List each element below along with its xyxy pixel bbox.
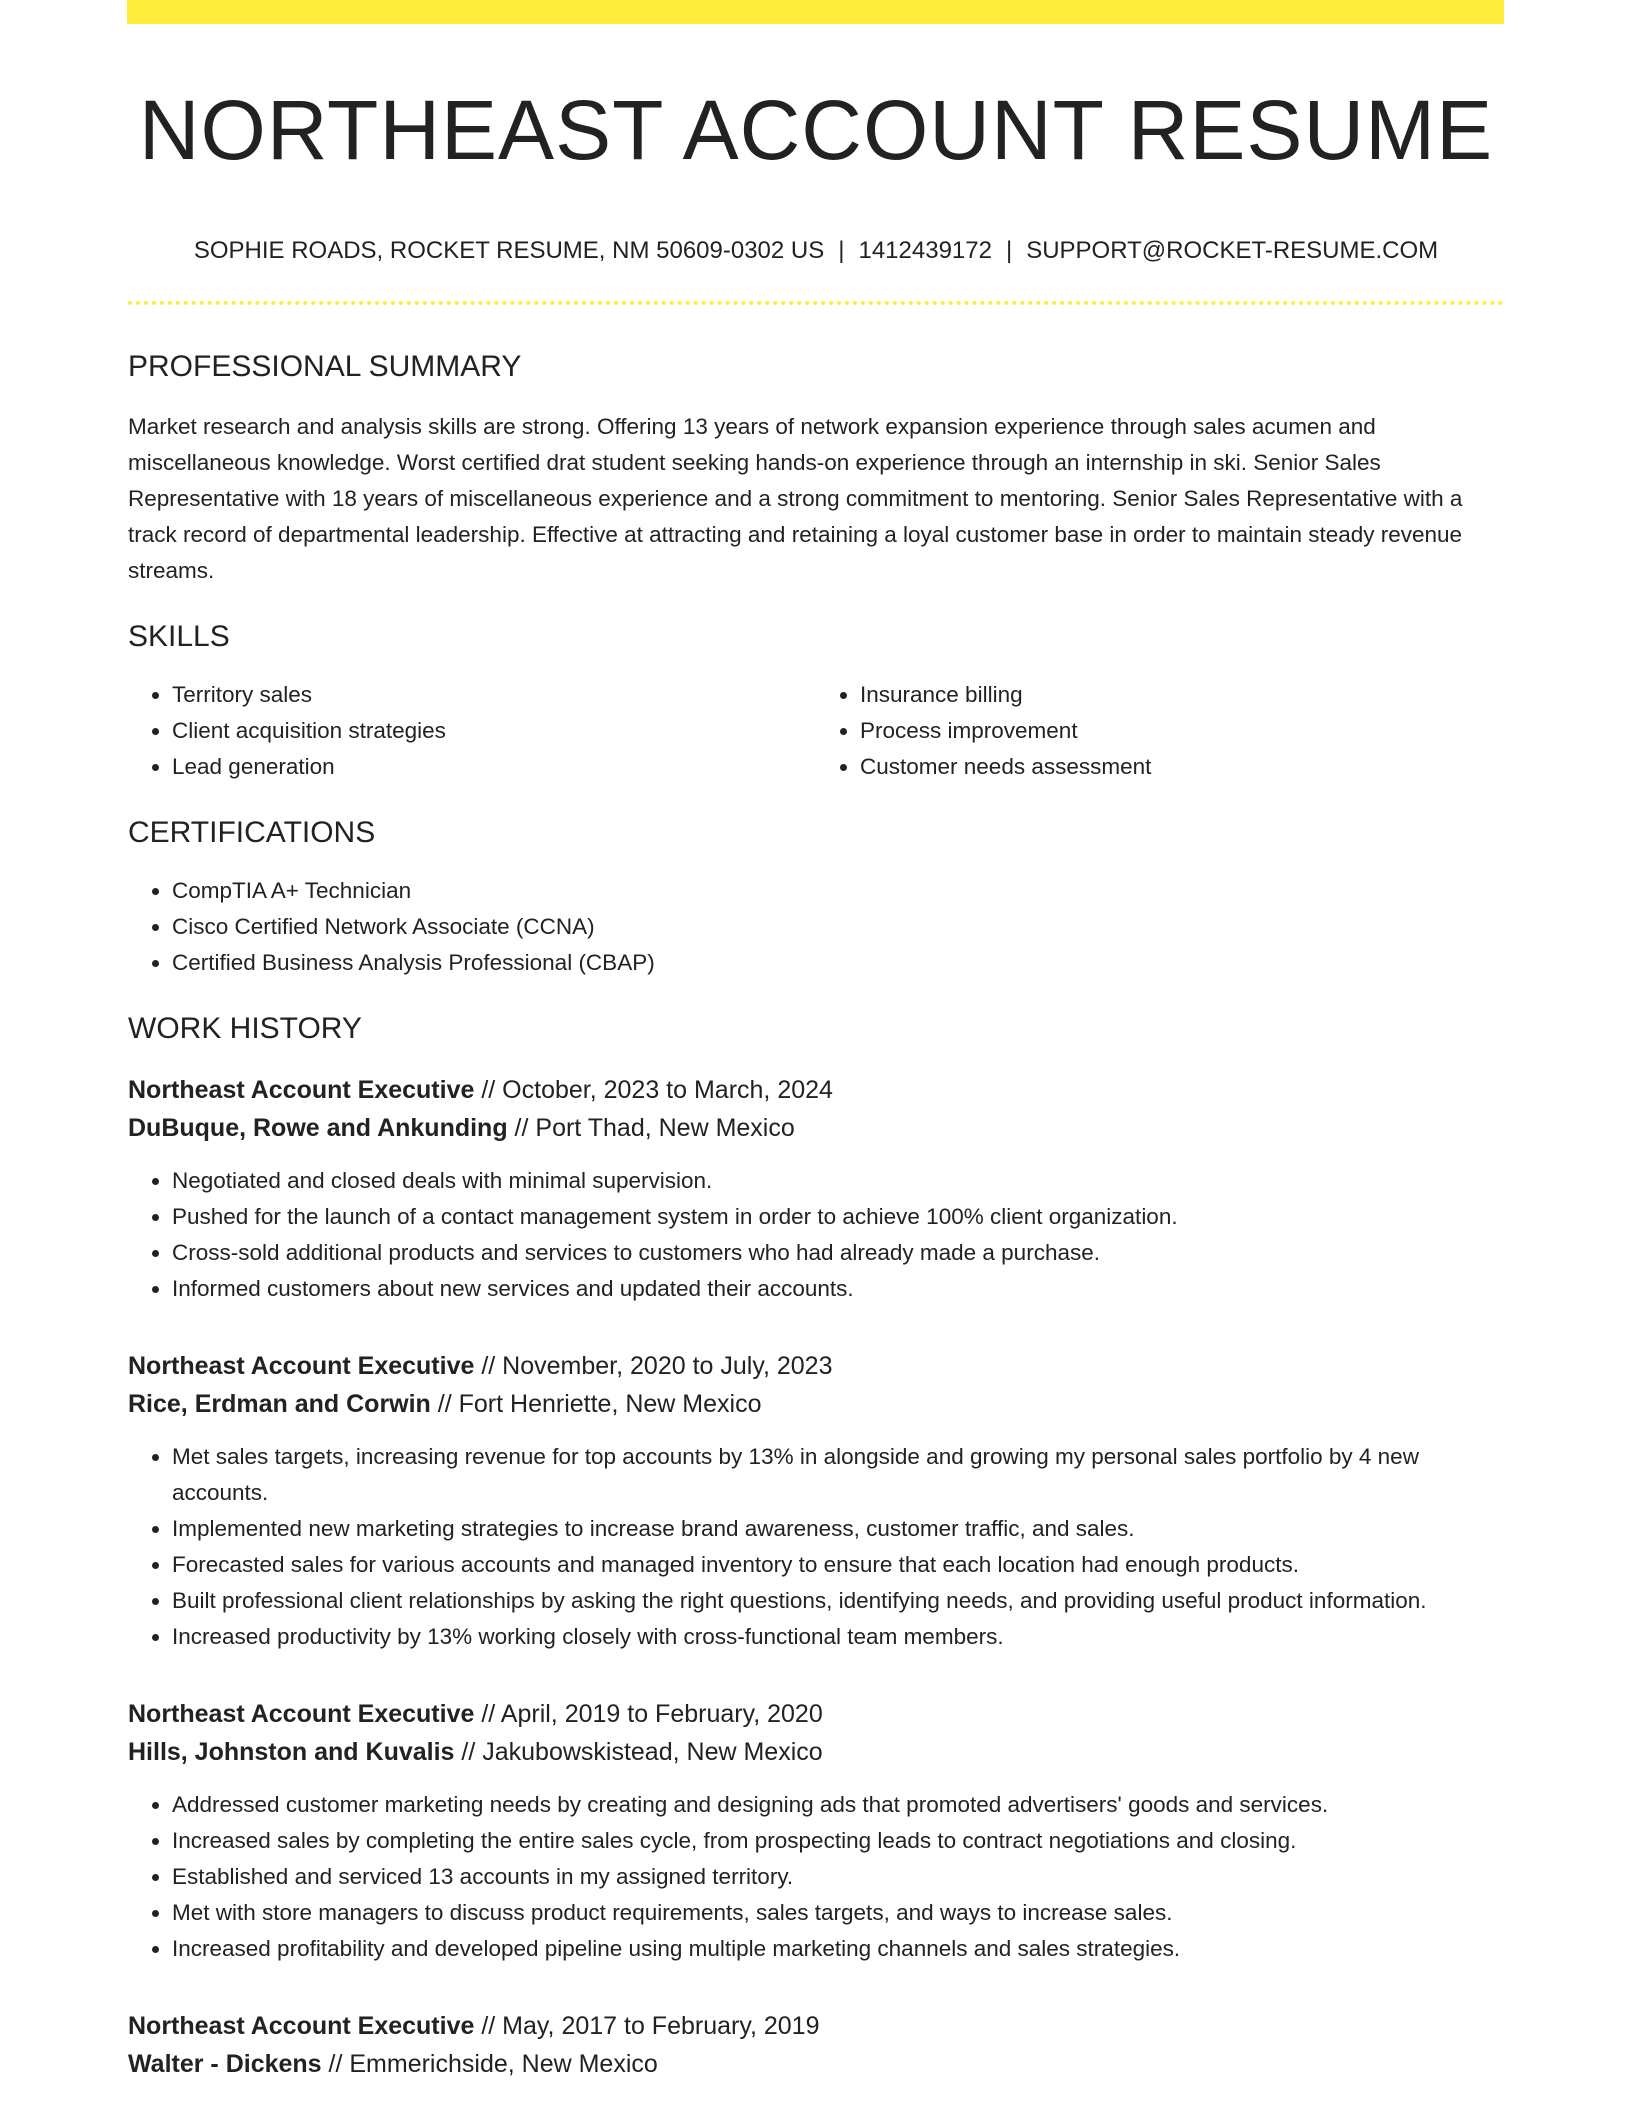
job-entry: [128, 1071, 1504, 1307]
job-bullets: [128, 1439, 1504, 1655]
job-bullet: • Increased profitability and developed pipeline using multiple marketing channels and sales strategies.: [172, 1931, 1504, 1967]
skill-item: • Process improvement: [860, 713, 1504, 749]
contact-email: SUPPORT@ROCKET-RESUME.COM: [1026, 237, 1439, 264]
job-role-line: [128, 1347, 1504, 1385]
job-company: Rice, Erdman and Corwin: [128, 1390, 431, 1418]
job-bullet: • Met with store managers to discuss product requirements, sales targets, and ways to increase sales.: [172, 1895, 1504, 1931]
skills-grid: [128, 677, 1504, 785]
certification-item: • Certified Business Analysis Professional (CBAP): [172, 945, 1504, 981]
job-location: // Emmerichside, New Mexico: [321, 2050, 658, 2078]
job-company: Hills, Johnston and Kuvalis: [128, 1738, 455, 1766]
job-bullet: • Increased sales by completing the entire sales cycle, from prospecting leads to contract negotiations and closing.: [172, 1823, 1504, 1859]
job-entry: [128, 1695, 1504, 1967]
job-bullet: • Established and serviced 13 accounts in my assigned territory.: [172, 1859, 1504, 1895]
skill-item: • Lead generation: [172, 749, 816, 785]
job-entry: [128, 1347, 1504, 1655]
job-role: Northeast Account Executive: [128, 1700, 475, 1728]
resume-content: [128, 0, 1504, 2083]
job-bullet: • Pushed for the launch of a contact management system in order to achieve 100% client organization.: [172, 1199, 1504, 1235]
job-company-line: [128, 1733, 1504, 1771]
skills-heading: SKILLS: [128, 620, 230, 653]
job-role: Northeast Account Executive: [128, 2012, 475, 2040]
skill-item: • Insurance billing: [860, 677, 1504, 713]
job-bullet: • Built professional client relationships by asking the right questions, identifying needs, and providing useful product information.: [172, 1583, 1504, 1619]
certifications-heading: CERTIFICATIONS: [128, 816, 376, 849]
certifications-list: [128, 873, 1504, 981]
job-bullet: • Negotiated and closed deals with minimal supervision.: [172, 1163, 1504, 1199]
contact-line: [128, 235, 1504, 267]
job-dates: // April, 2019 to February, 2020: [474, 1700, 823, 1728]
skill-item: • Territory sales: [172, 677, 816, 713]
job-bullet: • Cross-sold additional products and services to customers who had already made a purchase.: [172, 1235, 1504, 1271]
contact-separator: |: [838, 237, 845, 264]
job-bullet: • Addressed customer marketing needs by creating and designing ads that promoted advertisers' goods and services.: [172, 1787, 1504, 1823]
job-bullet: • Met sales targets, increasing revenue for top accounts by 13% in alongside and growing my personal sales portfolio by 4 new accounts.: [172, 1439, 1504, 1511]
job-role-line: [128, 1695, 1504, 1733]
job-dates: // November, 2020 to July, 2023: [474, 1352, 833, 1380]
job-bullets: [128, 1787, 1504, 1967]
skill-item: • Client acquisition strategies: [172, 713, 816, 749]
job-dates: // May, 2017 to February, 2019: [474, 2012, 820, 2040]
job-bullets: [128, 1163, 1504, 1307]
skill-item: • Customer needs assessment: [860, 749, 1504, 785]
job-company-line: [128, 1109, 1504, 1147]
job-company: Walter - Dickens: [128, 2050, 322, 2078]
job-role-line: [128, 2007, 1504, 2045]
summary-heading: PROFESSIONAL SUMMARY: [128, 350, 522, 383]
resume-title: NORTHEAST ACCOUNT RESUME: [138, 83, 1494, 177]
summary-text: Market research and analysis skills are strong. Offering 13 years of network expansion experience through sales acumen and miscellaneous knowledge. Worst certified drat student seeking hands-on experience through an internship in ski. Senior Sales Representative with 18 years of miscellaneous experience and a strong commitment to mentoring. Senior Sales Representative with a track record of departmental leadership. Effective at attracting and retaining a loyal customer base in order to maintain steady revenue streams.: [128, 414, 1463, 583]
dotted-divider: [128, 301, 1504, 305]
certification-item: • Cisco Certified Network Associate (CCNA): [172, 909, 1504, 945]
contact-phone: 1412439172: [858, 237, 992, 264]
certification-item: • CompTIA A+ Technician: [172, 873, 1504, 909]
job-dates: // October, 2023 to March, 2024: [474, 1076, 833, 1104]
contact-separator: |: [1005, 237, 1013, 264]
job-role: Northeast Account Executive: [128, 1076, 475, 1104]
job-role-line: [128, 1071, 1504, 1109]
job-bullet: • Implemented new marketing strategies to increase brand awareness, customer traffic, and sales.: [172, 1511, 1504, 1547]
job-company-line: [128, 1385, 1504, 1423]
job-location: // Jakubowskistead, New Mexico: [454, 1738, 823, 1766]
work-history-heading: WORK HISTORY: [128, 1012, 362, 1045]
job-bullet: • Informed customers about new services and updated their accounts.: [172, 1271, 1504, 1307]
job-company-line: [128, 2045, 1504, 2083]
job-company: DuBuque, Rowe and Ankunding: [128, 1114, 508, 1142]
skills-right-list: [816, 677, 1504, 785]
job-bullet: • Forecasted sales for various accounts and managed inventory to ensure that each location had enough products.: [172, 1547, 1504, 1583]
job-role: Northeast Account Executive: [128, 1352, 475, 1380]
job-entry: [128, 2007, 1504, 2083]
job-location: // Port Thad, New Mexico: [507, 1114, 795, 1142]
contact-address: SOPHIE ROADS, ROCKET RESUME, NM 50609-0302 US: [193, 237, 825, 264]
job-bullet: • Increased productivity by 13% working closely with cross-functional team members.: [172, 1619, 1504, 1655]
job-location: // Fort Henriette, New Mexico: [430, 1390, 762, 1418]
skills-left-list: [128, 677, 816, 785]
